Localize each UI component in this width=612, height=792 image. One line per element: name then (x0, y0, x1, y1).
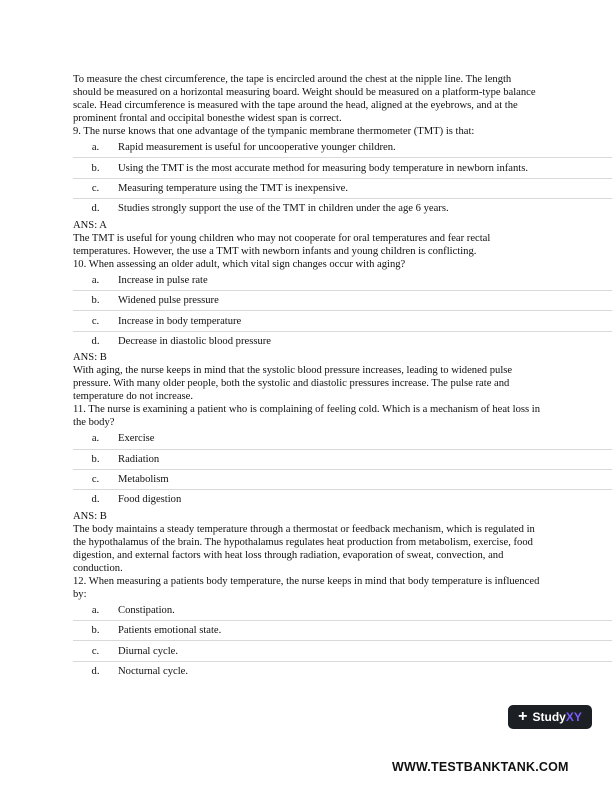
option-letter: a. (91, 142, 100, 154)
brand-xy: XY (565, 710, 582, 724)
option-row (73, 179, 612, 199)
option-text: Radiation (118, 453, 160, 465)
option-text: Using the TMT is the most accurate method for measuring body temperature in newborn infants. (118, 162, 529, 174)
option-row (73, 199, 612, 218)
option-letter: b. (91, 162, 100, 174)
option-text: Patients emotional state. (118, 625, 222, 637)
plus-icon: + (518, 708, 528, 725)
option-letter: a. (91, 274, 100, 286)
option-text: Increase in body temperature (118, 315, 242, 327)
option-row (73, 158, 612, 178)
option-list (73, 271, 612, 352)
option-letter: c. (91, 315, 100, 327)
option-row (73, 641, 612, 661)
question-block (73, 258, 612, 404)
option-text: Diurnal cycle. (118, 645, 179, 657)
option-text: Studies strongly support the use of the TMT in children under the age 6 years. (118, 203, 449, 215)
option-letter: a. (91, 433, 100, 445)
option-text: Exercise (118, 433, 155, 445)
question-block (73, 125, 612, 258)
question-stem: 10. When assessing an older adult, which vital sign changes occur with aging? (73, 258, 406, 270)
option-row (73, 490, 612, 509)
document-page (73, 73, 612, 681)
answer-key: ANS: B (73, 352, 107, 364)
option-list (73, 601, 612, 682)
footer-url: WWW.TESTBANKTANK.COM (392, 760, 569, 774)
answer-key: ANS: B (73, 510, 107, 522)
option-text: Increase in pulse rate (118, 274, 208, 286)
option-letter: d. (91, 666, 100, 678)
answer-key: ANS: A (73, 219, 107, 231)
option-letter: b. (91, 295, 100, 307)
option-letter: c. (91, 645, 100, 657)
rationale: The TMT is useful for young children who may not cooperate for oral temperatures and fear rectal temperatures. However, the use a TMT with newborn infants and young children is conflicting. (73, 232, 491, 257)
question-block (73, 403, 612, 575)
question-stem: 11. The nurse is examining a patient who is complaining of feeling cold. Which is a mechanism of heat loss in the body? (73, 404, 541, 429)
option-text: Metabolism (118, 474, 169, 486)
rationale: The body maintains a steady temperature through a thermostat or feedback mechanism, which is regulated in the hypothalamus of the brain. The hypothalamus regulates heat production from metabolism, exercise, food digestion, and external factors with heat loss through radiation, evaporation of sweat, convection, and conduction. (73, 523, 535, 574)
option-letter: a. (91, 604, 100, 616)
option-text: Nocturnal cycle. (118, 666, 189, 678)
option-letter: d. (91, 335, 100, 347)
option-row (73, 271, 612, 291)
option-letter: c. (91, 474, 100, 486)
option-row (73, 662, 612, 681)
option-text: Constipation. (118, 604, 175, 616)
rationale: With aging, the nurse keeps in mind that the systolic blood pressure increases, leading to widened pulse pressure. With many older people, both the systolic and diastolic pressures increase. The pulse rate and temperature do not increase. (73, 365, 513, 403)
brand-study: Study (532, 710, 566, 724)
question-stem: 12. When measuring a patients body temperature, the nurse keeps in mind that body temperature is influenced by: (73, 575, 540, 600)
option-text: Decrease in diastolic blood pressure (118, 335, 271, 347)
option-row (73, 601, 612, 621)
question-block (73, 575, 612, 682)
option-row (73, 138, 612, 158)
option-text: Food digestion (118, 494, 182, 506)
option-row (73, 621, 612, 641)
option-row (73, 291, 612, 311)
intro-paragraph: To measure the chest circumference, the tape is encircled around the chest at the nipple line. The length should be measured on a horizontal measuring board. Weight should be measured on a platform-type balance scale. Head circumference is measured with the tape around the head, aligned at the eyebrows, and at the prominent frontal and occipital bonesthe widest span is correct. (73, 74, 536, 124)
option-letter: d. (91, 203, 100, 215)
option-row (73, 332, 612, 351)
brand-name (532, 710, 581, 724)
option-row (73, 470, 612, 490)
option-letter: d. (91, 494, 100, 506)
question-stem: 9. The nurse knows that one advantage of the tympanic membrane thermometer (TMT) is that: (73, 126, 475, 137)
option-text: Widened pulse pressure (118, 295, 219, 307)
option-text: Measuring temperature using the TMT is inexpensive. (118, 182, 348, 194)
option-letter: b. (91, 453, 100, 465)
option-letter: b. (91, 625, 100, 637)
option-text: Rapid measurement is useful for uncooperative younger children. (118, 142, 396, 154)
option-letter: c. (91, 182, 100, 194)
option-row (73, 450, 612, 470)
option-list (73, 138, 612, 219)
option-row (73, 429, 612, 449)
option-list (73, 429, 612, 510)
studyxy-badge[interactable] (508, 705, 592, 729)
option-row (73, 311, 612, 331)
